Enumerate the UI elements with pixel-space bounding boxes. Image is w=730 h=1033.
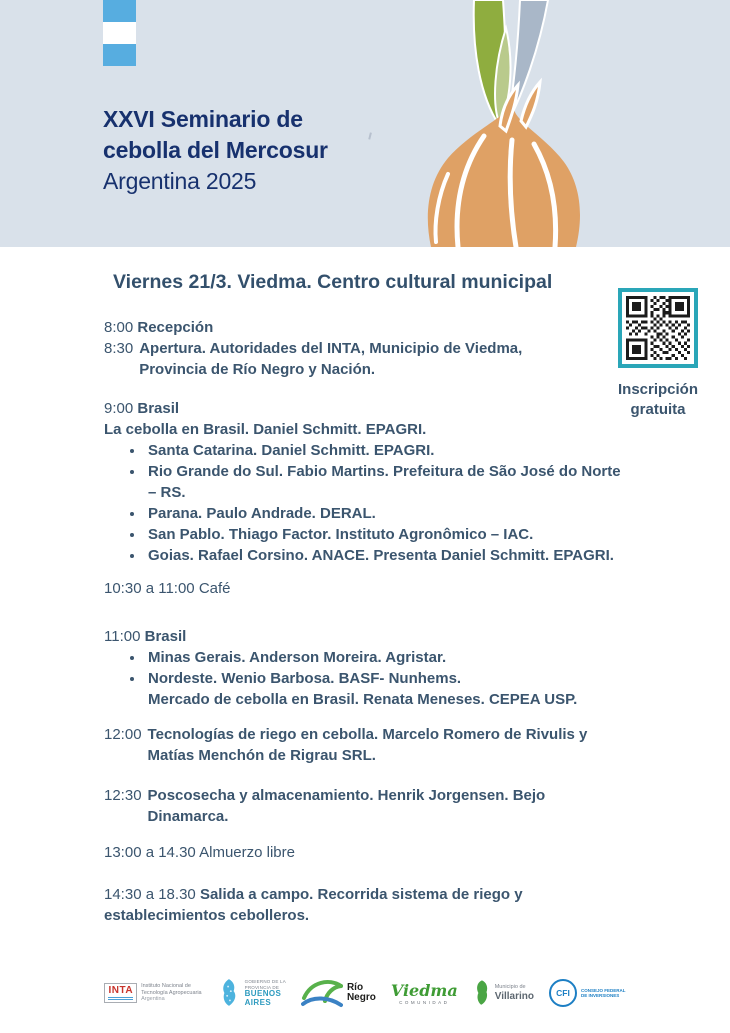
- schedule-entry-cafe: [104, 578, 669, 599]
- cfi-circle-icon: [549, 979, 577, 1007]
- entry-time: 8:30: [104, 340, 134, 357]
- entry-line-1: Salida a campo. Recorrida sistema de riego y: [199, 886, 523, 903]
- list-item: [145, 647, 669, 668]
- entry-line-1: Apertura. Autoridades del INTA, Municipio de Viedma,: [139, 340, 523, 357]
- title-line-3: Argentina 2025: [103, 168, 257, 194]
- qr-pattern-icon: [626, 296, 690, 360]
- inta-box-icon: [104, 983, 137, 1003]
- entry-line-2: Provincia de Río Negro y Nación.: [139, 361, 376, 378]
- villarino-small: Municipio de: [494, 984, 526, 991]
- day-heading: Viernes 21/3. Viedma. Centro cultural municipal: [113, 271, 553, 293]
- bullet-text: Minas Gerais. Anderson Moreira. Agristar.: [148, 649, 447, 666]
- entry-title: Recepción: [137, 319, 214, 336]
- cfi-line-1: CONSEJO FEDERAL: [581, 987, 626, 993]
- villarino-map-icon: [473, 979, 491, 1007]
- list-item: [145, 440, 669, 461]
- qr-label: [614, 380, 702, 420]
- entry-time: 11:00: [104, 628, 141, 645]
- inta-line-2: Tecnología Agropecuaria: [141, 989, 202, 996]
- logo-buenos-aires: [217, 978, 286, 1008]
- bullet-text: Goias. Rafael Corsino. ANACE. Presenta Daniel Schmitt. EPAGRI.: [148, 547, 614, 564]
- rio-negro-line-2: Negro: [346, 992, 376, 1003]
- bullet-text-line-1: • Nordeste. Wenio Barbosa. BASF- Nunhems.: [148, 670, 462, 687]
- entry-line-2: establecimientos cebolleros.: [104, 907, 310, 924]
- qr-label-line-2: gratuita: [630, 401, 686, 418]
- inta-line-3: Argentina: [141, 996, 165, 1002]
- brasil-mediodia-bullets: [104, 647, 669, 710]
- title-line-2: cebolla del Mercosur: [103, 137, 328, 163]
- buenos-aires-map-icon: [217, 978, 241, 1008]
- header-banner: [0, 0, 730, 247]
- entry-title: Brasil: [144, 628, 187, 645]
- list-item: [145, 524, 669, 545]
- inta-text: [141, 983, 202, 1003]
- entry-time: 14:30 a 18.30: [104, 886, 196, 903]
- bullet-text: Santa Catarina. Daniel Schmitt. EPAGRI.: [148, 442, 435, 459]
- entry-time: 8:00: [104, 319, 134, 336]
- bullet-text-line-2: – RS.: [148, 484, 186, 501]
- flag-square-white: [103, 22, 136, 44]
- inta-abbr: INTA: [108, 985, 134, 996]
- schedule-entry-apertura: [104, 338, 669, 380]
- qr-label-line-1: Inscripción: [617, 381, 699, 398]
- sponsor-logo-bar: [0, 963, 730, 1023]
- rio-negro-line-1: Río: [346, 982, 364, 993]
- ba-big-2: AIRES: [244, 997, 272, 1007]
- flag-square-blue-top: [103, 0, 136, 22]
- schedule-entry-almuerzo: [104, 842, 669, 863]
- logo-viedma: [391, 982, 458, 1005]
- entry-time: 10:30 a 11:00: [104, 580, 195, 597]
- rio-negro-text: [347, 983, 376, 1003]
- entry-description: [139, 338, 522, 380]
- logo-cfi: [549, 979, 626, 1007]
- schedule-list: [104, 317, 669, 926]
- inta-stripe-icon: [108, 997, 133, 1001]
- schedule-entry-salida: [104, 884, 669, 926]
- poster-title: [103, 104, 328, 197]
- bullet-text: Parana. Paulo Andrade. DERAL.: [148, 505, 376, 522]
- onion-illustration-icon: [418, 0, 590, 247]
- logo-inta: [104, 983, 201, 1003]
- cfi-text: [581, 988, 626, 999]
- entry-time: 9:00: [104, 400, 134, 417]
- schedule-entry-recepcion: [104, 317, 669, 338]
- bullet-text-line-1: • Rio Grande do Sul. Fabio Martins. Prefeitura de São José do Norte: [148, 463, 621, 480]
- list-item: [145, 545, 669, 566]
- cfi-line-2: DE INVERSIONES: [581, 993, 620, 998]
- schedule-entry-poscosecha: [104, 785, 669, 827]
- viedma-sub: COMUNIDAD: [399, 999, 450, 1005]
- qr-code: [618, 288, 698, 368]
- villarino-text: [495, 984, 534, 1002]
- bullet-text-line-2: Mercado de cebolla en Brasil. Renata Meneses. CEPEA USP.: [148, 691, 578, 708]
- entry-time: 13:00 a 14.30: [104, 844, 196, 861]
- entry-description: [148, 785, 546, 827]
- entry-line-2: Matías Menchón de Rigrau SRL.: [147, 747, 376, 764]
- entry-title: Brasil: [137, 400, 180, 417]
- entry-line-1: Tecnologías de riego en cebolla. Marcelo Romero de Rivulis y: [147, 726, 588, 743]
- list-item: [145, 503, 669, 524]
- brasil-manana-bullets: [104, 440, 669, 566]
- villarino-big: Villarino: [494, 990, 534, 1002]
- buenos-aires-text: [245, 979, 286, 1007]
- ba-small-1: GOBIERNO DE LA: [244, 979, 286, 984]
- flag-square-blue-bottom: [103, 44, 136, 66]
- ba-big-1: BUENOS: [244, 989, 282, 998]
- stray-mark: [368, 132, 376, 140]
- entry-description: [148, 724, 588, 766]
- argentina-flag-icon: [103, 0, 136, 66]
- schedule-entry-riego: [104, 724, 669, 766]
- schedule-entry-brasil-manana: [104, 398, 669, 419]
- viedma-name: Viedma: [390, 980, 458, 1000]
- schedule-entry-brasil-mediodia: [104, 626, 669, 647]
- bullet-text: San Pablo. Thiago Factor. Instituto Agronômico – IAC.: [148, 526, 534, 543]
- entry-title: Café: [198, 580, 231, 597]
- title-line-1: XXVI Seminario de: [103, 106, 303, 132]
- logo-villarino: [473, 979, 534, 1007]
- entry-intro: La cebolla en Brasil. Daniel Schmitt. EPAGRI.: [104, 421, 427, 438]
- entry-title: Almuerzo libre: [199, 844, 295, 861]
- list-item: [145, 668, 669, 710]
- entry-time: 12:30: [104, 787, 142, 804]
- entry-line-2: Dinamarca.: [147, 808, 229, 825]
- logo-rio-negro: [301, 976, 376, 1010]
- ba-small-2: PROVINCIA DE: [244, 984, 280, 990]
- schedule-section: [0, 247, 730, 926]
- list-item: [145, 461, 669, 503]
- inta-line-1: Instituto Nacional de: [141, 983, 191, 989]
- cfi-abbr: CFI: [556, 988, 570, 998]
- rio-negro-swoosh-icon: [301, 976, 343, 1010]
- registration-block: [614, 288, 702, 420]
- entry-time: 12:00: [104, 726, 142, 743]
- entry-line-1: Poscosecha y almacenamiento. Henrik Jorgensen. Bejo: [147, 787, 546, 804]
